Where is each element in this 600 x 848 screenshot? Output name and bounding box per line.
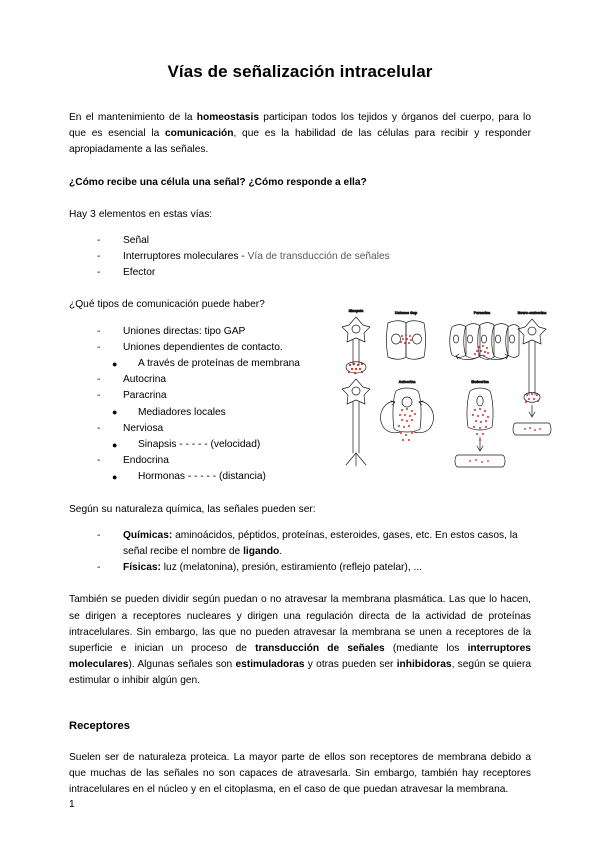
dash-marker-icon: - <box>97 234 101 246</box>
list-item <box>97 265 531 281</box>
list-item <box>97 249 531 265</box>
spacer <box>69 159 531 175</box>
membrane-bold-inhibidoras: inhibidoras <box>396 659 452 671</box>
list-item-label: Interruptores moleculares - <box>123 251 248 263</box>
dash-marker-icon: - <box>97 267 101 279</box>
bullet-dot-icon: ● <box>112 407 118 418</box>
spacer <box>69 518 531 528</box>
autocrina-signal-dots <box>398 408 416 441</box>
figure-label-paracrina: Paracrina <box>473 311 491 316</box>
nature-lead-in: Según su naturaleza química, las señales pueden ser: <box>69 503 316 515</box>
spacer <box>69 82 531 110</box>
list-item-text-a: luz (melatonina), presión, estiramiento (reflejo patelar), ... <box>160 562 422 574</box>
membrane-bold-interruptores: interruptores moleculares <box>69 643 531 671</box>
intro-text-3: , que es la habilidad de las células para recibir y responder apropiadamente a las señales. <box>69 128 532 156</box>
receptores-paragraph: Suelen ser de naturaleza proteica. La mayor parte de ellos son receptores de membrana debido a que muchas de las señales no son capaces de atravesarla. Sin embargo, también hay receptores intracelulares en el núcleo y en el citoplasma, en el caso de que puedan atravesar la membrana. <box>69 751 531 796</box>
dash-marker-icon: - <box>97 374 101 386</box>
list-item-label: Señal <box>123 234 150 246</box>
membrane-text-4: y otras pueden ser <box>304 659 397 671</box>
list-item-bold-label: Químicas: <box>123 529 173 541</box>
list-item-label: Paracrina <box>123 390 167 402</box>
dash-marker-icon: - <box>97 251 101 263</box>
spacer <box>69 690 531 718</box>
intro-text-1: En el mantenimiento de la <box>69 112 197 123</box>
spacer <box>69 734 531 750</box>
section-heading-receptores: Receptores <box>69 719 130 732</box>
page-title: Vías de señalización intracelular <box>167 62 433 81</box>
intro-bold-homeostasis: homeostasis <box>196 112 260 123</box>
page-number: 1 <box>69 799 75 810</box>
dash-marker-icon: - <box>97 390 101 402</box>
membrane-text-2: (mediante los <box>384 643 468 655</box>
elements-lead-in: Hay 3 elementos en estas vías: <box>69 208 213 220</box>
dash-marker-icon: - <box>97 562 101 574</box>
list-item-bold-inline: ligando <box>243 546 280 558</box>
list-item-label: Nerviosa <box>123 422 164 434</box>
document-content <box>69 0 547 798</box>
bullet-dot-icon: ● <box>112 471 118 482</box>
cell-communication-figure <box>332 305 554 477</box>
list-item-suffix: Vía de transducción de señales <box>247 251 390 263</box>
membrane-bold-estimuladoras: estimuladoras <box>235 659 305 671</box>
list-item-label: Uniones directas: tipo GAP <box>123 325 246 337</box>
spacer <box>69 486 531 502</box>
dash-marker-icon: - <box>97 325 101 337</box>
figure-label-neuro-endocrina: Neuro-endocrina <box>517 311 547 316</box>
list-item <box>97 528 531 560</box>
figure-label-endocrina: Endocrina <box>471 380 489 385</box>
list-item-label: Uniones dependientes de contacto. <box>123 341 283 353</box>
intro-paragraph <box>69 110 531 159</box>
dash-marker-icon: - <box>97 341 101 353</box>
figure-label-sinapsis: Sinapsis <box>348 309 364 314</box>
spacer <box>69 191 531 207</box>
spacer <box>69 576 531 592</box>
dash-marker-icon: - <box>97 529 101 541</box>
membrane-text-5: , según se quiera estimular o inhibir algún gen. <box>69 659 531 687</box>
list-item-label: Sinapsis - - - - - (velocidad) <box>138 439 261 451</box>
list-item-text-b: . <box>279 546 283 558</box>
communication-section <box>69 297 547 485</box>
bullet-dot-icon: ● <box>112 358 118 369</box>
spacer <box>69 281 531 297</box>
list-item-label: Hormonas - - - - - (distancia) <box>138 471 266 483</box>
membrane-text-1: También se pueden dividir según puedan o no atravesar la membrana plasmática. Las que lo hacen, se dirigen a receptores nucleares y dirigen una regulación directa de la actividad de proteínas intracelulares. Sin embargo, las que no pueden atravesar la membrana se unen a receptores de la superficie e inician un proceso de <box>69 594 531 655</box>
elements-list <box>69 233 531 282</box>
signal-nature-list <box>69 528 531 577</box>
list-item-label: Endocrina <box>123 455 169 467</box>
list-item <box>97 233 531 249</box>
figure-label-autocrina: Autocrina <box>398 380 416 385</box>
bullet-dot-icon: ● <box>112 439 118 450</box>
neuro-endocrina-signal-dots <box>524 393 541 431</box>
list-item-text-a: aminoácidos, péptidos, proteínas, esteroides, gases, etc. En estos casos, la señal recibe el nombre de <box>123 529 518 558</box>
spacer <box>69 223 531 233</box>
membrane-bold-transduccion: transducción de señales <box>255 643 385 655</box>
list-item-label: Autocrina <box>123 374 167 386</box>
list-item-bold-label: Físicas: <box>123 562 161 574</box>
intro-text-2: participan todos los tejidos y órganos del cuerpo, para lo que es esencial la <box>69 112 531 140</box>
dash-marker-icon: - <box>97 455 101 467</box>
list-item-label: Efector <box>123 267 156 279</box>
list-item-label: Mediadores locales <box>138 406 226 418</box>
list-item-label: A través de proteínas de membrana <box>138 358 300 370</box>
figure-label-uniones-gap: Uniones Gap <box>394 311 418 316</box>
membrane-text-3: ). Algunas señales son <box>128 659 236 671</box>
intro-bold-comunicacion: comunicación <box>165 128 234 140</box>
question-heading-2: ¿Qué tipos de comunicación puede haber? <box>69 299 265 311</box>
list-item <box>97 560 531 576</box>
question-heading-1: ¿Cómo recibe una célula una señal? ¿Cómo responde a ella? <box>69 176 367 188</box>
dash-marker-icon: - <box>97 422 101 434</box>
membrane-paragraph <box>69 592 531 689</box>
